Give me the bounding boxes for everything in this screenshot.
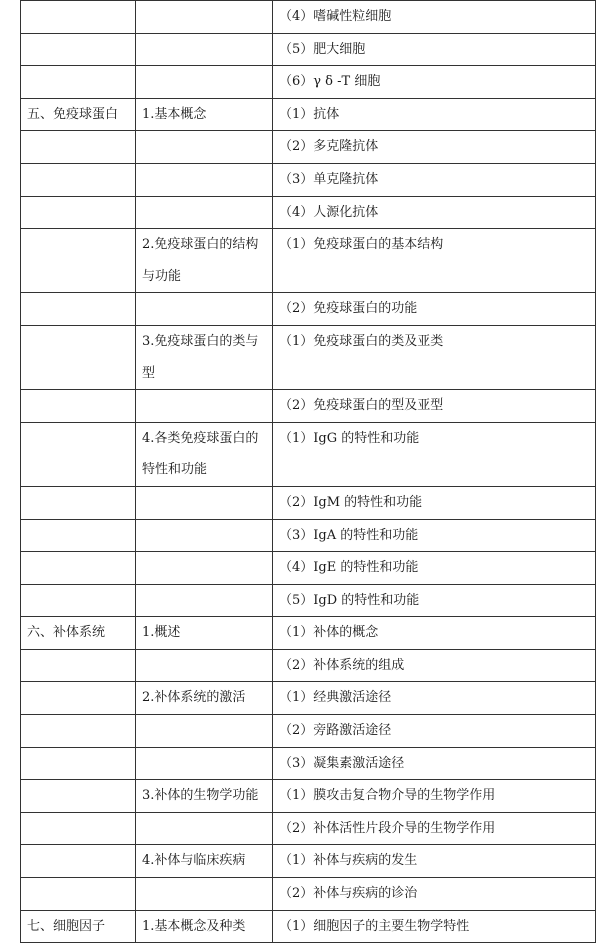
section-cell: 五、免疫球蛋白 [21,98,136,131]
table-row [21,163,596,196]
subtopic-cell: （3）单克隆抗体 [273,163,596,196]
section-cell: 六、补体系统 [21,617,136,650]
table-row [21,747,596,780]
table-row [21,196,596,229]
table-row [21,812,596,845]
table-row [21,390,596,423]
table-row [21,293,596,326]
topic-cell: 4.补体与临床疾病 [136,845,273,878]
table-row [21,617,596,650]
topic-cell: 1.基本概念及种类 [136,910,273,943]
subtopic-cell: （1）补体的概念 [273,617,596,650]
topic-cell [136,584,273,617]
subtopic-cell: （1）经典激活途径 [273,682,596,715]
subtopic-cell: （5）肥大细胞 [273,33,596,66]
table-row [21,66,596,99]
section-cell [21,584,136,617]
section-cell [21,747,136,780]
subtopic-cell: （2）多克隆抗体 [273,131,596,164]
section-cell [21,682,136,715]
section-cell [21,812,136,845]
topic-cell [136,33,273,66]
table-row [21,1,596,34]
section-cell [21,878,136,911]
subtopic-cell: （6）γ δ -T 细胞 [273,66,596,99]
section-cell [21,422,136,486]
section-cell [21,649,136,682]
table-row [21,845,596,878]
topic-cell [136,390,273,423]
table-row [21,780,596,813]
section-cell [21,845,136,878]
subtopic-cell: （4）人源化抗体 [273,196,596,229]
topic-cell [136,1,273,34]
subtopic-cell: （1）免疫球蛋白的类及亚类 [273,325,596,389]
topic-cell [136,131,273,164]
subtopic-cell: （2）IgM 的特性和功能 [273,486,596,519]
table-row [21,552,596,585]
section-cell [21,163,136,196]
subtopic-cell: （2）免疫球蛋白的功能 [273,293,596,326]
subtopic-cell: （1）抗体 [273,98,596,131]
section-cell: 七、细胞因子 [21,910,136,943]
subtopic-cell: （4）嗜碱性粒细胞 [273,1,596,34]
section-cell [21,325,136,389]
subtopic-cell: （3）IgA 的特性和功能 [273,519,596,552]
table-row [21,649,596,682]
section-cell [21,293,136,326]
subtopic-cell: （1）膜攻击复合物介导的生物学作用 [273,780,596,813]
topic-cell: 2.免疫球蛋白的结构与功能 [136,229,273,293]
subtopic-cell: （1）免疫球蛋白的基本结构 [273,229,596,293]
section-cell [21,33,136,66]
topic-cell [136,747,273,780]
table-body [21,1,596,943]
subtopic-cell: （2）免疫球蛋白的型及亚型 [273,390,596,423]
subtopic-cell: （1）补体与疾病的发生 [273,845,596,878]
table-row [21,486,596,519]
subtopic-cell: （3）凝集素激活途径 [273,747,596,780]
topic-cell [136,293,273,326]
topic-cell [136,66,273,99]
topic-cell: 1.基本概念 [136,98,273,131]
section-cell [21,552,136,585]
section-cell [21,66,136,99]
subtopic-cell: （2）补体与疾病的诊治 [273,878,596,911]
section-cell [21,486,136,519]
topic-cell [136,812,273,845]
section-cell [21,715,136,748]
subtopic-cell: （5）IgD 的特性和功能 [273,584,596,617]
subtopic-cell: （2）补体活性片段介导的生物学作用 [273,812,596,845]
table-row [21,325,596,389]
table-row [21,33,596,66]
topic-cell [136,649,273,682]
topic-cell [136,715,273,748]
table-row [21,131,596,164]
subtopic-cell: （1）细胞因子的主要生物学特性 [273,910,596,943]
table-row [21,229,596,293]
table-row [21,519,596,552]
table-row [21,878,596,911]
section-cell [21,131,136,164]
section-cell [21,229,136,293]
table-row [21,715,596,748]
section-cell [21,519,136,552]
topic-cell: 3.免疫球蛋白的类与型 [136,325,273,389]
topic-cell [136,196,273,229]
subtopic-cell: （2）旁路激活途径 [273,715,596,748]
topic-cell: 1.概述 [136,617,273,650]
section-cell [21,390,136,423]
table-row [21,682,596,715]
section-cell [21,1,136,34]
topic-cell: 3.补体的生物学功能 [136,780,273,813]
topic-cell [136,519,273,552]
table-row [21,98,596,131]
topic-cell [136,163,273,196]
subtopic-cell: （2）补体系统的组成 [273,649,596,682]
topic-cell [136,552,273,585]
topic-cell: 4.各类免疫球蛋白的特性和功能 [136,422,273,486]
topic-cell: 2.补体系统的激活 [136,682,273,715]
topic-cell [136,878,273,911]
section-cell [21,196,136,229]
topic-cell [136,486,273,519]
table-row [21,422,596,486]
syllabus-table [20,0,596,943]
table-row [21,584,596,617]
section-cell [21,780,136,813]
table-row [21,910,596,943]
subtopic-cell: （1）IgG 的特性和功能 [273,422,596,486]
subtopic-cell: （4）IgE 的特性和功能 [273,552,596,585]
